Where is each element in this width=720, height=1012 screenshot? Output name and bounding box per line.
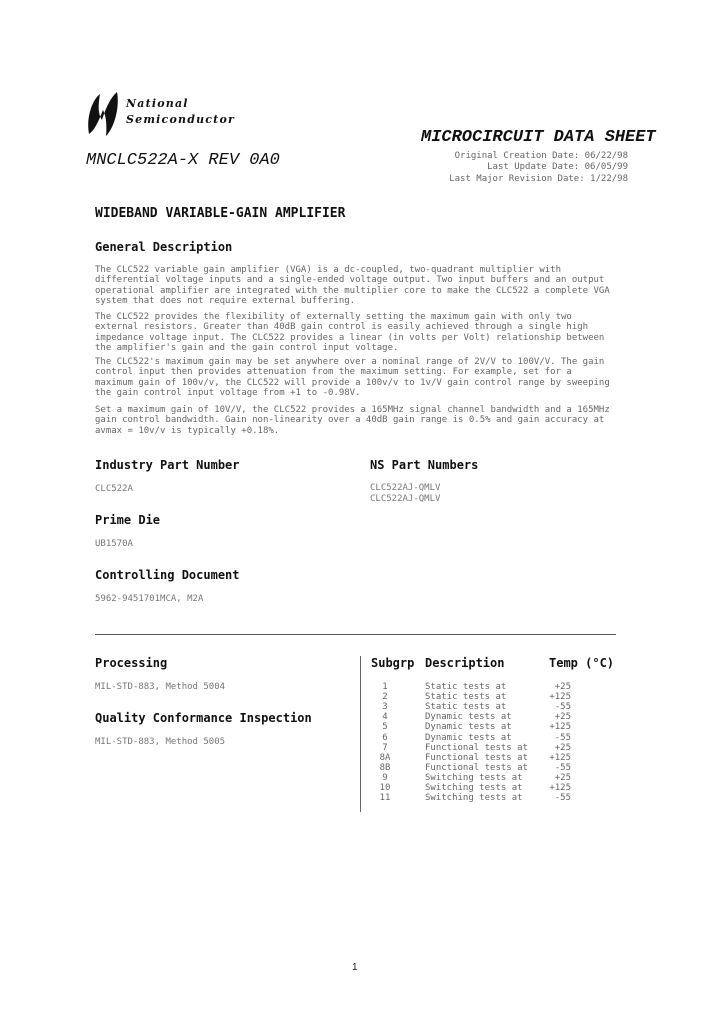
controlling-document-heading: Controlling Document xyxy=(95,568,240,582)
column-divider xyxy=(360,656,361,812)
logo-line-1: National xyxy=(126,97,189,110)
subgroup-description: Functional tests at xyxy=(425,742,528,753)
subgroup-number: 4 xyxy=(382,712,388,723)
subgroup-temperature: -55 xyxy=(554,793,571,804)
subgroup-number: 11 xyxy=(379,793,391,804)
general-description-heading: General Description xyxy=(95,240,233,254)
subgroup-number: 1 xyxy=(382,682,388,692)
subgroup-description: Dynamic tests at xyxy=(425,732,512,743)
general-description-paragraph: The CLC522 provides the flexibility of externally setting the maximum gain with only two external resistors. Greater than 40dB gain control is easily achieved through a single high impedance voltage input. The CLC522 provides a linear (in volts per Volt) relationship between the amplifier's gain and the gain control input voltage. xyxy=(95,312,605,354)
subgroup-number: 9 xyxy=(382,772,388,783)
subgroup-number: 5 xyxy=(382,722,388,733)
national-semiconductor-logo-icon xyxy=(86,88,120,140)
processing-heading: Processing xyxy=(95,656,168,670)
temperature-column-header: Temp (°C) xyxy=(549,656,615,670)
subgroup-column-header: Subgrp xyxy=(371,656,415,670)
subgroup-temperature: +25 xyxy=(554,772,571,783)
subgroup-description: Static tests at xyxy=(425,702,507,713)
subgroup-temperature: -55 xyxy=(554,762,571,773)
subgroup-temperature: -55 xyxy=(554,732,571,743)
subgroup-number: 6 xyxy=(382,732,388,743)
quality-conformance-heading: Quality Conformance Inspection xyxy=(95,711,312,725)
subgroup-description: Static tests at xyxy=(425,682,507,692)
section-divider xyxy=(95,634,616,635)
subgroup-description: Dynamic tests at xyxy=(425,712,512,723)
subgroup-temperature: +125 xyxy=(549,722,571,733)
industry-part-number-value: CLC522A xyxy=(95,484,133,494)
subgroup-number: 3 xyxy=(382,702,388,713)
subgroup-temperature: +25 xyxy=(554,712,571,723)
subgroup-description: Switching tests at xyxy=(425,772,523,783)
ns-part-number: CLC522AJ-QMLV xyxy=(370,494,441,504)
subgroup-description: Functional tests at xyxy=(425,762,528,773)
description-column-header: Description xyxy=(425,656,505,670)
processing-value: MIL-STD-883, Method 5004 xyxy=(95,682,226,692)
subgroup-description: Functional tests at xyxy=(425,752,528,763)
product-title: WIDEBAND VARIABLE-GAIN AMPLIFIER xyxy=(95,206,346,221)
subgroup-temperature: +125 xyxy=(549,692,571,703)
general-description-paragraph: The CLC522 variable gain amplifier (VGA) is a dc-coupled, two-quadrant multiplier with differential voltage inputs and a single-ended voltage output. Two input buffers and an output operational amplifier are integrated with the multiplier core to make the CLC522 a complete VGA system that does not require external buffering. xyxy=(95,265,610,307)
general-description-paragraph: Set a maximum gain of 10V/V, the CLC522 provides a 165MHz signal channel bandwidth and a 165MHz gain control bandwidth. Gain non-linearity over a 40dB gain range is 0.5% and gain accuracy at avmax = 10v/v is typically +0.18%. xyxy=(95,405,610,436)
last-major-revision-date: Last Major Revision Date: 1/22/98 xyxy=(449,173,628,184)
controlling-document-value: 5962-9451701MCA, M2A xyxy=(95,594,204,604)
logo-line-2: Semiconductor xyxy=(126,113,235,126)
subgroup-temperature: +25 xyxy=(554,742,571,753)
subgroup-description: Dynamic tests at xyxy=(425,722,512,733)
last-update-date: Last Update Date: 06/05/99 xyxy=(487,162,628,173)
revision-dates xyxy=(420,151,628,185)
part-revision-title: MNCLC522A-X REV 0A0 xyxy=(86,151,280,170)
subgroup-number: 7 xyxy=(382,742,388,753)
page-number: 1 xyxy=(352,962,358,973)
quality-conformance-value: MIL-STD-883, Method 5005 xyxy=(95,737,226,747)
general-description-paragraph: The CLC522's maximum gain may be set anywhere over a nominal range of 2V/V to 100V/V. The gain control input then provides attenuation from the maximum setting. For example, set for a maximum gain of 100v/v, the CLC522 will provide a 100v/v to 1v/V gain control range by sweeping the gain control input voltage from +1 to -0.98V. xyxy=(95,357,610,399)
subgroup-temperature: -55 xyxy=(554,702,571,713)
subgroup-temperature: +125 xyxy=(549,783,571,793)
ns-part-numbers-list xyxy=(370,483,440,505)
subgroup-description: Switching tests at xyxy=(425,793,523,804)
subgroup-temperature: +125 xyxy=(549,752,571,763)
ns-part-numbers-heading: NS Part Numbers xyxy=(370,458,479,472)
subgroup-number: 8B xyxy=(379,762,391,773)
document-title: MICROCIRCUIT DATA SHEET xyxy=(421,128,656,147)
subgroup-description: Switching tests at xyxy=(425,783,523,793)
subgroup-temperature: +25 xyxy=(554,682,571,692)
prime-die-value: UB1570A xyxy=(95,539,133,549)
subgroup-number: 8A xyxy=(379,752,391,763)
subgroup-number: 10 xyxy=(379,783,391,793)
company-logo-text xyxy=(126,96,235,128)
prime-die-heading: Prime Die xyxy=(95,513,161,527)
industry-part-number-heading: Industry Part Number xyxy=(95,458,240,472)
subgroup-number: 2 xyxy=(382,692,388,703)
ns-part-number: CLC522AJ-QMLV xyxy=(370,483,441,493)
subgroup-description: Static tests at xyxy=(425,692,507,703)
original-creation-date: Original Creation Date: 06/22/98 xyxy=(454,151,628,161)
